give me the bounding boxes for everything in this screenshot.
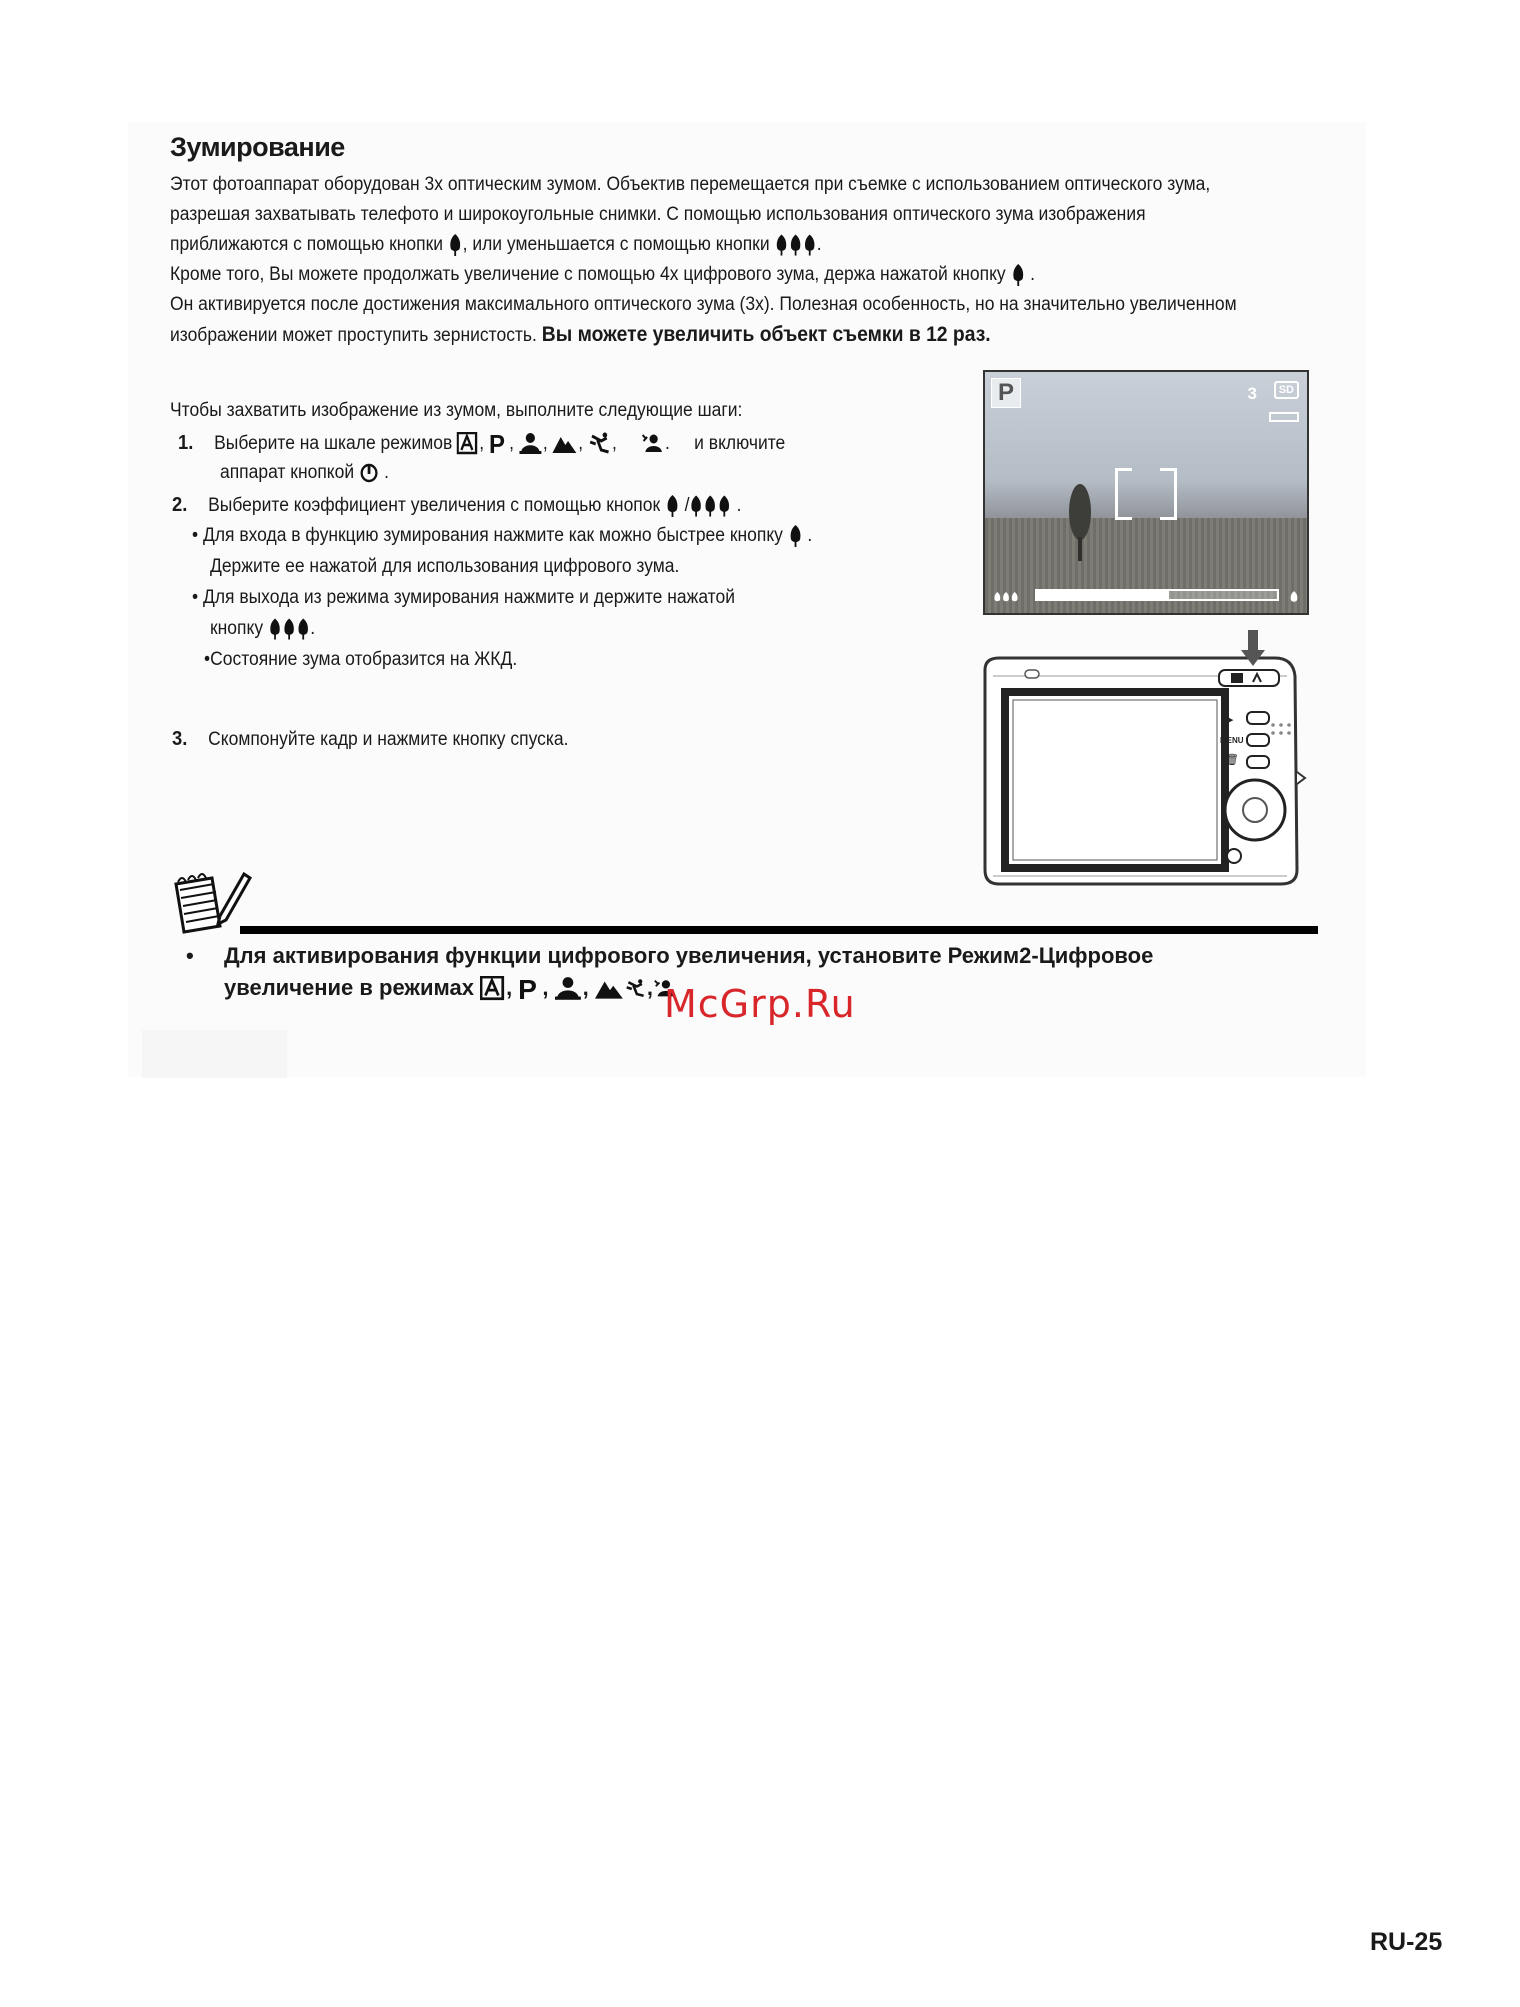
portrait-mode-icon [519, 432, 543, 456]
p3-line2b-emphasis: Вы можете увеличить объект съемки в 12 раз. [541, 323, 991, 346]
note-content: • Для активирования функции цифрового увеличения, установите Режим2-Цифровое увеличение в режимах , , , , [186, 940, 1153, 1004]
bullet-exit-zoom: • Для выхода из режима зумирования нажмите и держите нажатой [192, 587, 735, 608]
tele-tree-icon [448, 234, 463, 256]
bullet-1-text-a: • Для входа в функцию зумирования нажмите как можно быстрее кнопку [192, 525, 783, 547]
note-line-2: увеличение в режимах [224, 975, 474, 1000]
tele-tree-icon [1011, 264, 1026, 286]
note-divider [240, 926, 1318, 934]
auto-mode-icon [457, 432, 479, 456]
tele-tree-icon [665, 495, 680, 517]
bullet-1-text-c: Держите ее нажатой для использования цифрового зума. [210, 556, 680, 577]
bullet-zoom-status: •Состояние зума отобразится на ЖКД. [204, 649, 518, 670]
program-mode-icon [489, 432, 509, 456]
wide-trees-icon [268, 618, 310, 640]
lcd-focus-bracket-left [1115, 468, 1132, 520]
paragraph-optical-zoom [170, 170, 1265, 351]
lcd-shots-remaining: 3 [1247, 384, 1257, 403]
mode-icons: , , , , , . [457, 432, 670, 456]
p1-line2: разрешая захватывать телефото и широкоугольные снимки. С помощью использования оптического зума изображения [170, 204, 1146, 225]
p1-line1: Этот фотоаппарат оборудован 3x оптическим зумом. Объектив перемещается при съемке с использованием оптического зума, [170, 174, 1211, 195]
tele-tree-icon [788, 525, 803, 547]
wide-trees-icon [774, 234, 816, 256]
step-3 [172, 728, 569, 751]
lcd-wide-icon [993, 591, 1019, 605]
step-2-separator: / [684, 495, 690, 516]
p3-line2a: изображении может проступить зернистость. [170, 325, 537, 346]
p2-line1b: . [1030, 264, 1035, 285]
auto-mode-icon [480, 976, 506, 1002]
lcd-mode-badge: P [991, 378, 1021, 408]
camera-play-label: ▶ [1225, 714, 1234, 726]
p1-line3a: приближаются с помощью кнопки [170, 234, 444, 255]
step-3-text: Скомпонуйте кадр и нажмите кнопку спуска. [208, 729, 569, 750]
camera-delete-label: 🗑 [1225, 753, 1239, 766]
step-1-number: 1. [178, 432, 194, 455]
lcd-preview [983, 370, 1309, 615]
section-title: Зумирование [170, 132, 345, 162]
camera-back-illustration [975, 630, 1315, 890]
landscape-mode-icon [595, 976, 625, 1002]
step-1-text-a: Выберите на шкале режимов [214, 433, 453, 455]
lcd-battery-icon [1269, 412, 1299, 422]
bullet-2-text-b: кнопку [210, 618, 264, 640]
lcd-zoom-fill [1037, 591, 1169, 599]
lcd-sd-card-icon: SD [1274, 381, 1299, 399]
lcd-focus-bracket-right [1160, 468, 1177, 520]
step-1-text-d: . [384, 462, 389, 484]
bullet-enter-zoom [192, 525, 812, 547]
step-3-number: 3. [172, 728, 188, 750]
bullet-1-text-b: . [807, 525, 813, 547]
note-line-1: Для активирования функции цифрового увеличения, установите Режим2-Цифровое [224, 943, 1154, 968]
steps-intro: Чтобы захватить изображение из зумом, выполните следующие шаги: [170, 400, 743, 421]
scan-artifact [142, 1030, 287, 1078]
lcd-tree-image [1063, 482, 1097, 562]
wide-trees-icon [689, 495, 731, 517]
step-1 [178, 432, 785, 456]
landscape-mode-icon [553, 432, 579, 456]
night-portrait-mode-icon [641, 432, 665, 456]
p3-line1: Он активируется после достижения максимального оптического зума (3x). Полезная особенность, но на значительно увеличенном [170, 294, 1237, 315]
note-bullet: • [186, 943, 194, 968]
power-icon [359, 462, 379, 484]
sport-mode-icon [588, 432, 612, 456]
camera-menu-label: MENU [1220, 736, 1244, 745]
step-2-number: 2. [172, 494, 188, 516]
p2-line1a: Кроме того, Вы можете продолжать увеличение с помощью 4x цифрового зума, держа нажатой кнопку [170, 264, 1006, 285]
portrait-mode-icon [555, 976, 583, 1002]
step-1-text-b: и включите [694, 433, 786, 455]
bullet-2-text-c: . [310, 618, 316, 640]
p1-line3b: , или уменьшается с помощью кнопки [462, 234, 770, 255]
sport-mode-icon [625, 978, 647, 1000]
step-1-text-c: аппарат кнопкой [220, 462, 355, 484]
lcd-zoom-bar [1035, 589, 1279, 601]
program-mode-icon [518, 976, 542, 1002]
step-2-text-a: Выберите коэффициент увеличения с помощью кнопок [208, 495, 661, 516]
lcd-tele-icon [1289, 591, 1299, 605]
page-number: RU-25 [1370, 1928, 1443, 1956]
bullet-2-continued [210, 618, 315, 640]
step-2-text-b: . [736, 495, 742, 516]
watermark: McGrp.Ru [664, 982, 856, 1026]
step-1-continued [220, 462, 389, 484]
step-2 [172, 494, 741, 517]
p1-line3c: . [816, 234, 822, 255]
